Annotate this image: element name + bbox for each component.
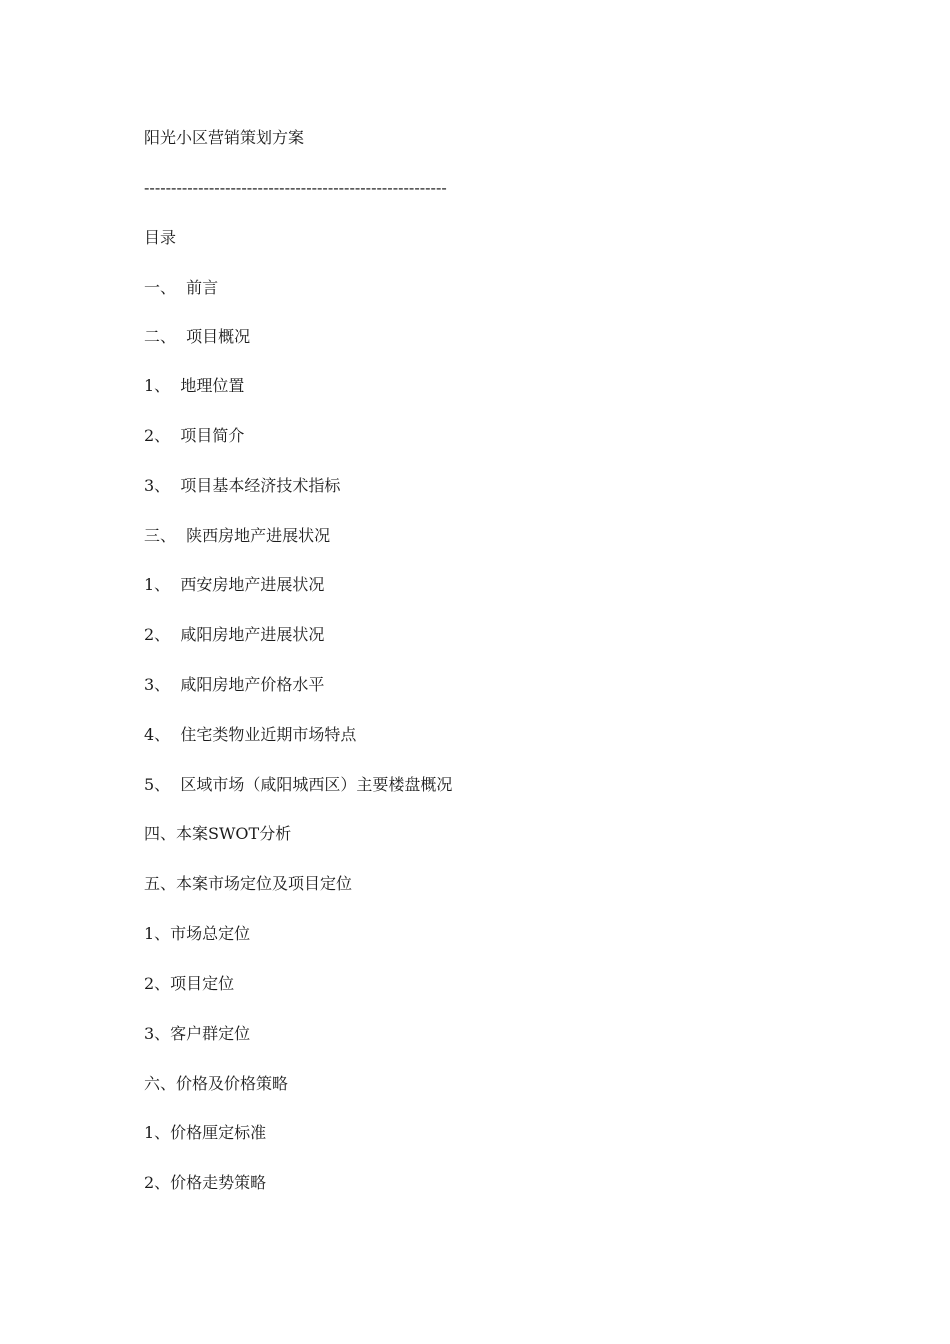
- toc-item: 五、本案市场定位及项目定位: [144, 874, 353, 893]
- toc-item: 3、 项目基本经济技术指标: [144, 476, 341, 495]
- toc-item: 1、价格厘定标准: [144, 1123, 267, 1142]
- toc-item: 1、市场总定位: [144, 924, 251, 943]
- toc-item: 四、本案SWOT分析: [144, 824, 292, 843]
- toc-item: 一、 前言: [144, 278, 219, 297]
- toc-item: 3、 咸阳房地产价格水平: [144, 675, 325, 694]
- toc-item: 二、 项目概况: [144, 327, 251, 346]
- toc-item: 三、 陕西房地产进展状况: [144, 526, 331, 545]
- toc-item: 5、 区域市场（咸阳城西区）主要楼盘概况: [144, 775, 453, 794]
- toc-heading: 目录: [144, 228, 177, 247]
- toc-item: 2、 项目简介: [144, 426, 245, 445]
- toc-item: 2、价格走势策略: [144, 1173, 267, 1192]
- document-title: 阳光小区营销策划方案: [144, 128, 305, 147]
- separator-line: --------------------------------------------------------: [144, 178, 447, 197]
- toc-item: 1、 西安房地产进展状况: [144, 575, 325, 594]
- toc-item: 4、 住宅类物业近期市场特点: [144, 725, 357, 744]
- toc-item: 3、客户群定位: [144, 1024, 251, 1043]
- toc-item: 六、价格及价格策略: [144, 1074, 289, 1093]
- toc-item: 1、 地理位置: [144, 376, 245, 395]
- toc-item: 2、 咸阳房地产进展状况: [144, 625, 325, 644]
- toc-item: 2、项目定位: [144, 974, 235, 993]
